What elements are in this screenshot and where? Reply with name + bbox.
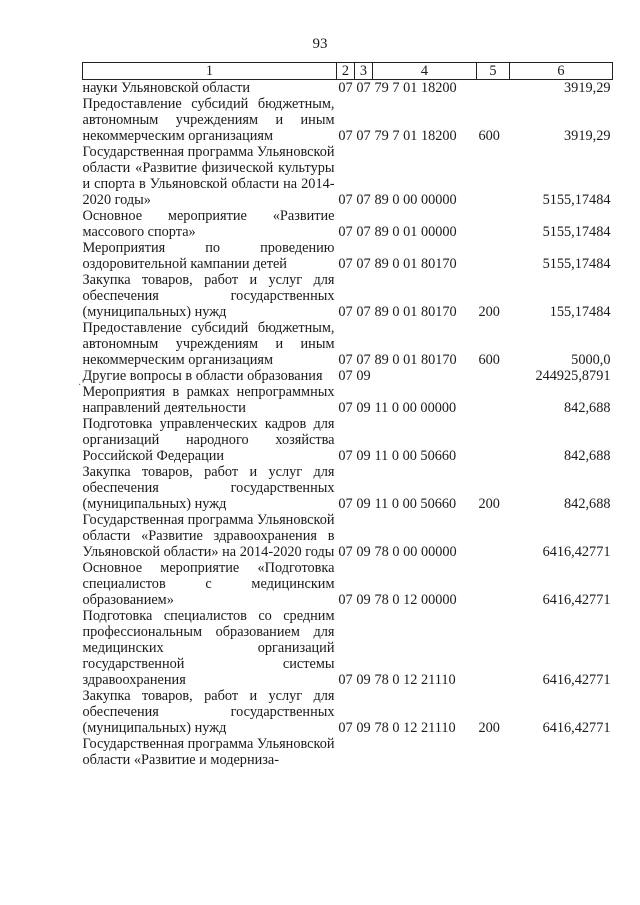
- cell-vr: [477, 144, 510, 208]
- cell-sum: [510, 736, 613, 768]
- cell-pr: 09: [356, 672, 371, 688]
- cell-pr: 09: [356, 544, 371, 560]
- cell-sum: 5155,17484: [542, 256, 611, 272]
- table-body: [83, 80, 613, 769]
- cell-name: Мероприятия в рамках непрограммных направлений деятельности: [82, 384, 335, 416]
- cell-sum: 5000,0: [571, 352, 611, 368]
- cell-pr: 07: [356, 128, 371, 144]
- cell-csr: 11 0 00 50660: [374, 496, 457, 512]
- cell-rz: 07: [338, 224, 353, 240]
- cell-rz: 07: [338, 352, 353, 368]
- table-row: [83, 80, 613, 97]
- table-row: [83, 512, 613, 560]
- scan-speck: ·: [78, 380, 82, 391]
- cell-pr: 07: [356, 256, 371, 272]
- cell-vr: [477, 80, 510, 97]
- cell-vr: [477, 368, 510, 384]
- cell-rz: [337, 736, 355, 768]
- cell-csr: [373, 368, 477, 384]
- cell-sum: 6416,42771: [542, 672, 611, 688]
- cell-rz: 07: [338, 448, 353, 464]
- cell-vr: 200: [478, 304, 500, 320]
- cell-sum: 842,688: [564, 400, 611, 416]
- cell-rz: 07: [338, 192, 353, 208]
- cell-name: науки Ульяновской области: [82, 80, 251, 96]
- table-row: [83, 736, 613, 768]
- cell-name: Государственная программа Ульяновской области «Развитие физической культуры и спорта в Ульяновской области на 2014-2020 годы»: [82, 144, 335, 208]
- header-col-5: 5: [477, 63, 510, 80]
- cell-name: Предоставление субсидий бюджетным, автономным учреждениям и иным некоммерческим организациям: [82, 96, 335, 144]
- cell-name: Подготовка специалистов со средним профессиональным образованием для медицинских организаций государственной системы здравоохранения: [82, 608, 335, 688]
- cell-sum: 5155,17484: [542, 224, 611, 240]
- cell-rz: 07: [338, 544, 353, 560]
- table-row: [83, 240, 613, 272]
- budget-table: [82, 62, 613, 768]
- cell-vr: [477, 560, 510, 608]
- cell-sum: 842,688: [564, 448, 611, 464]
- cell-name: Мероприятия по проведению оздоровительной кампании детей: [82, 240, 335, 272]
- cell-csr: 78 0 12 21110: [374, 720, 456, 736]
- cell-sum: 6416,42771: [542, 544, 611, 560]
- cell-csr: 89 0 01 80170: [374, 304, 457, 320]
- table-row: [83, 688, 613, 736]
- cell-vr: [477, 512, 510, 560]
- cell-rz: 07: [338, 304, 353, 320]
- cell-csr: 79 7 01 18200: [374, 128, 457, 144]
- cell-sum: 244925,8791: [535, 368, 611, 384]
- cell-csr: 11 0 00 50660: [374, 448, 457, 464]
- cell-csr: 89 0 01 00000: [374, 224, 457, 240]
- table-row: [83, 208, 613, 240]
- cell-rz: 07: [338, 592, 353, 608]
- cell-vr: [477, 416, 510, 464]
- cell-csr: 78 0 12 21110: [374, 672, 456, 688]
- cell-csr: 78 0 00 00000: [374, 544, 457, 560]
- cell-vr: 200: [478, 496, 500, 512]
- cell-rz: 07: [338, 368, 353, 384]
- cell-name: Государственная программа Ульяновской области «Развитие и модерниза-: [82, 736, 335, 768]
- table-row: [83, 384, 613, 416]
- page-number: 93: [312, 36, 328, 52]
- cell-name: Основное мероприятие «Подготовка специалистов с медицинским образованием»: [82, 560, 335, 608]
- cell-pr: 09: [356, 448, 371, 464]
- header-col-1: 1: [83, 63, 337, 80]
- cell-sum: 5155,17484: [542, 192, 611, 208]
- cell-pr: 09: [356, 496, 371, 512]
- cell-vr: [477, 736, 510, 768]
- cell-pr: 09: [356, 400, 371, 416]
- header-col-3: 3: [355, 63, 373, 80]
- table-header: [83, 63, 613, 80]
- cell-name: Предоставление субсидий бюджетным, автономным учреждениям и иным некоммерческим организациям: [82, 320, 335, 368]
- cell-pr: 07: [356, 80, 371, 96]
- cell-vr: [477, 240, 510, 272]
- header-row: [83, 63, 613, 80]
- cell-csr: 11 0 00 00000: [374, 400, 457, 416]
- cell-csr: 89 0 01 80170: [374, 352, 457, 368]
- cell-pr: 07: [356, 304, 371, 320]
- cell-vr: [477, 608, 510, 688]
- cell-pr: [355, 736, 373, 768]
- cell-pr: 09: [356, 368, 371, 384]
- cell-name: Закупка товаров, работ и услуг для обеспечения государственных (муниципальных) нужд: [82, 464, 335, 512]
- cell-sum: 3919,29: [564, 80, 611, 96]
- cell-sum: 3919,29: [564, 128, 611, 144]
- table-row: [83, 272, 613, 320]
- cell-vr: 600: [478, 128, 500, 144]
- cell-pr: 07: [356, 192, 371, 208]
- cell-csr: 79 7 01 18200: [374, 80, 457, 96]
- cell-name: Основное мероприятие «Развитие массового спорта»: [82, 208, 335, 240]
- table-row: [83, 464, 613, 512]
- cell-name: Закупка товаров, работ и услуг для обеспечения государственных (муниципальных) нужд: [82, 688, 335, 736]
- cell-rz: 07: [338, 400, 353, 416]
- cell-vr: 200: [478, 720, 500, 736]
- cell-vr: [477, 208, 510, 240]
- cell-pr: 07: [356, 352, 371, 368]
- cell-rz: 07: [338, 80, 353, 96]
- table-row: [83, 416, 613, 464]
- table-row: [83, 608, 613, 688]
- cell-name: Закупка товаров, работ и услуг для обеспечения государственных (муниципальных) нужд: [82, 272, 335, 320]
- cell-rz: 07: [338, 720, 353, 736]
- cell-pr: 09: [356, 592, 371, 608]
- cell-csr: 89 0 00 00000: [374, 192, 457, 208]
- cell-rz: 07: [338, 496, 353, 512]
- table-row: [83, 320, 613, 368]
- table-row: [83, 368, 613, 384]
- header-col-4: 4: [373, 63, 477, 80]
- cell-pr: 09: [356, 720, 371, 736]
- table-row: [83, 144, 613, 208]
- cell-csr: 89 0 01 80170: [374, 256, 457, 272]
- cell-name: Другие вопросы в области образования: [82, 368, 323, 384]
- header-col-2: 2: [337, 63, 355, 80]
- cell-csr: 78 0 12 00000: [374, 592, 457, 608]
- cell-sum: 842,688: [564, 496, 611, 512]
- cell-rz: 07: [338, 672, 353, 688]
- cell-sum: 155,17484: [549, 304, 611, 320]
- header-col-6: 6: [510, 63, 613, 80]
- cell-rz: 07: [338, 128, 353, 144]
- cell-name: Государственная программа Ульяновской области «Развитие здравоохранения в Ульяновской области» на 2014-2020 годы: [82, 512, 335, 560]
- cell-rz: 07: [338, 256, 353, 272]
- cell-sum: 6416,42771: [542, 720, 611, 736]
- cell-sum: 6416,42771: [542, 592, 611, 608]
- cell-name: Подготовка управленческих кадров для организаций народного хозяйства Российской Федерации: [82, 416, 335, 464]
- table-row: [83, 560, 613, 608]
- cell-vr: [477, 384, 510, 416]
- cell-csr: [373, 736, 477, 768]
- cell-vr: 600: [478, 352, 500, 368]
- table-row: [83, 96, 613, 144]
- cell-pr: 07: [356, 224, 371, 240]
